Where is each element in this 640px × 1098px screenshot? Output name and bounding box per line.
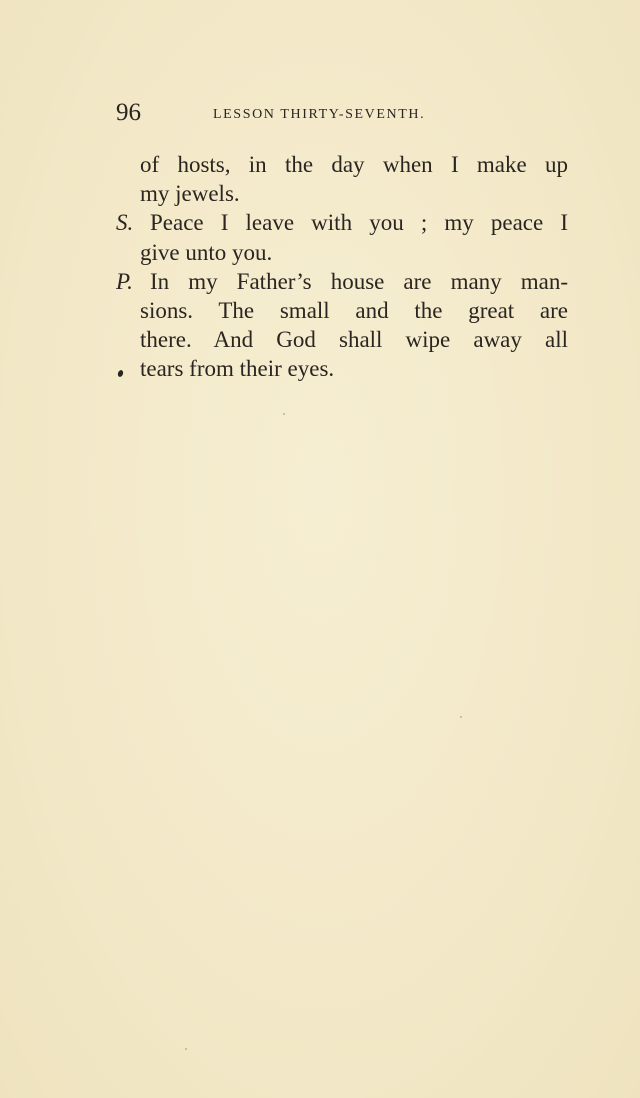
running-title: LESSON THIRTY-SEVENTH. [213,107,426,122]
paper-speck [460,716,462,718]
text-line [116,325,568,354]
line-text: tears from their eyes. [140,356,335,382]
page-number: 96 [116,99,141,126]
line-text: my jewels. [140,181,240,207]
speaker-label: P. [116,268,133,294]
speaker-label: S. [116,210,134,236]
line-text: In my Father’s house are many man- [150,268,568,294]
paper-speck [283,413,285,415]
body-text [116,150,568,384]
paper-speck [185,1048,187,1050]
text-line [116,179,568,208]
line-text: sions. The small and the great are [140,297,568,323]
line-text: Peace I leave with you ; my peace I [150,210,568,236]
line-text: give unto you. [140,239,273,265]
text-line [116,296,568,325]
line-text: there. And God shall wipe away all [140,327,568,353]
line-text: of hosts, in the day when I make up [140,152,568,177]
text-line [116,267,568,296]
text-line [116,208,568,237]
text-line [116,354,568,383]
text-line [116,238,568,267]
page-header [116,98,476,130]
text-line [116,150,568,179]
